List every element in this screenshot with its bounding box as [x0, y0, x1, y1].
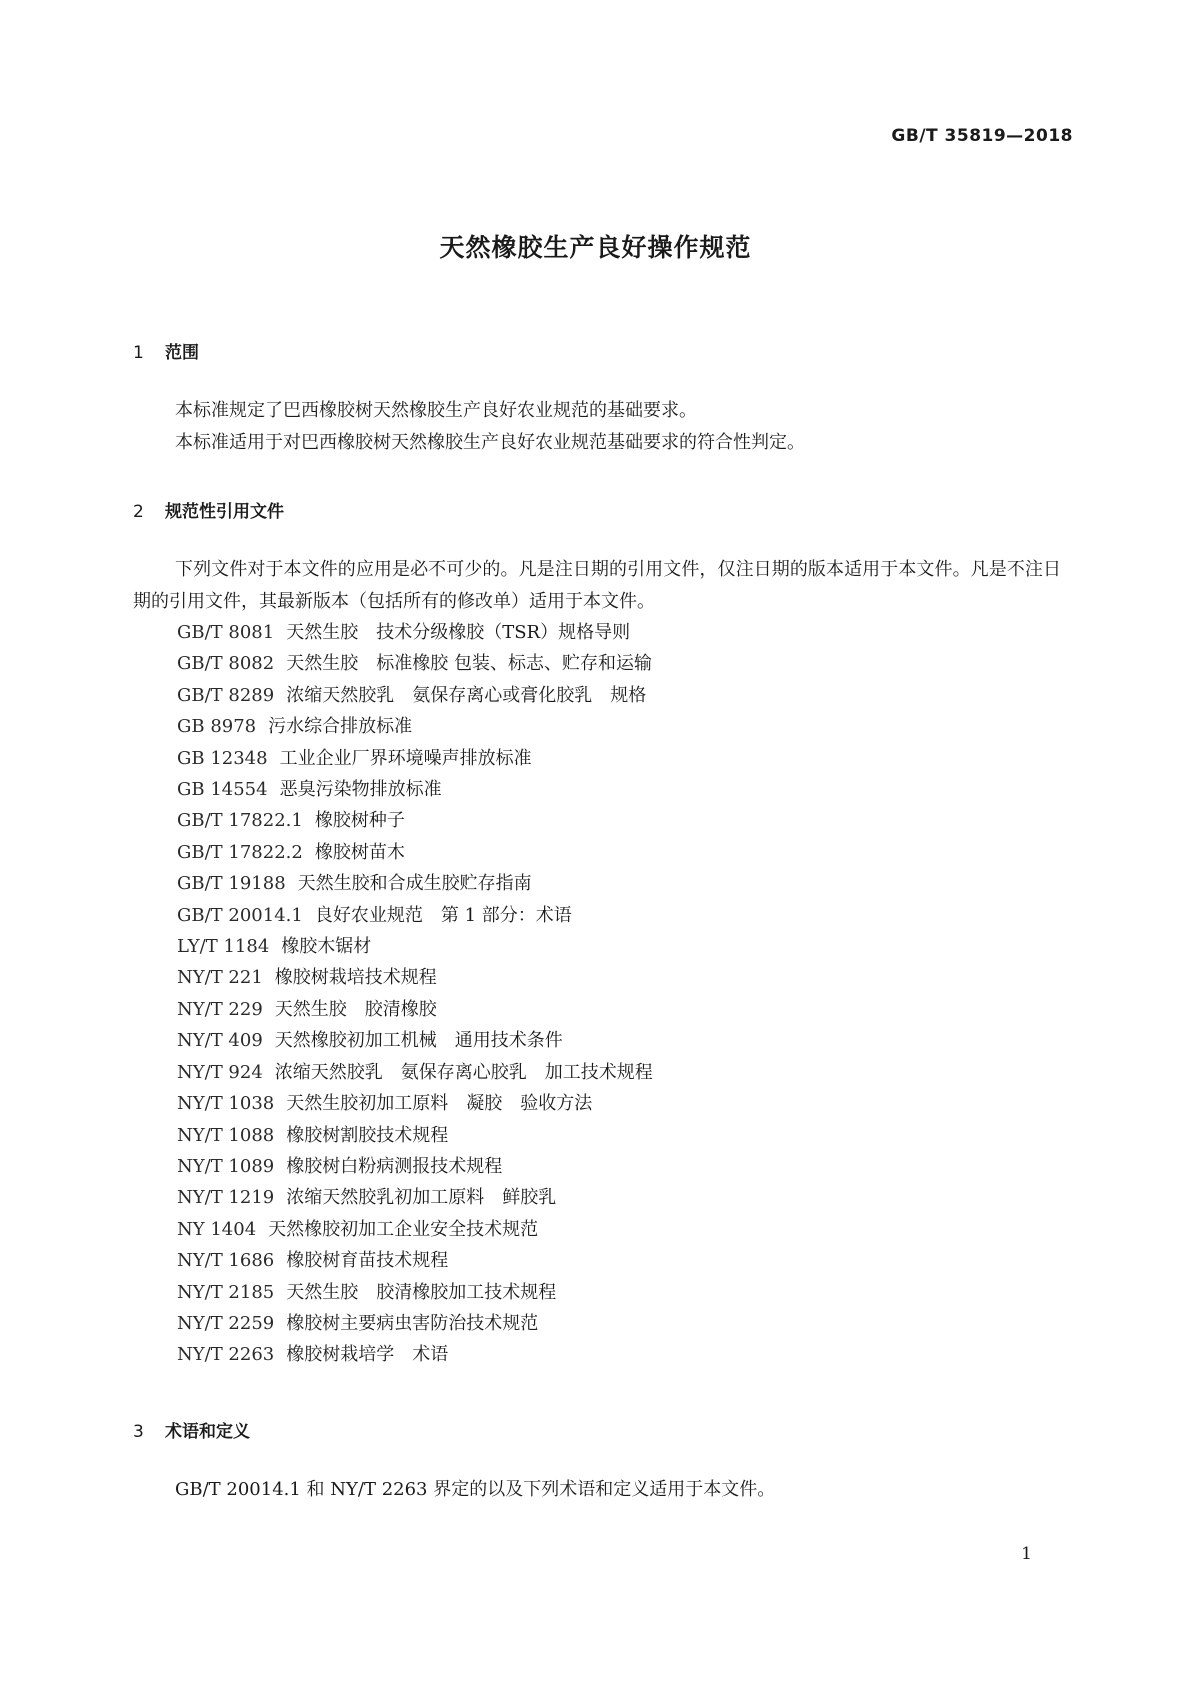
reference-title: 浓缩天然胶乳 氨保存离心或膏化胶乳 规格 [286, 684, 647, 706]
reference-code: NY/T 1088 [177, 1124, 275, 1146]
reference-item [177, 1277, 653, 1308]
reference-item [177, 680, 653, 711]
standard-code-header: GB/T 35819—2018 [891, 126, 1073, 146]
reference-title: 天然橡胶初加工企业安全技术规范 [268, 1218, 539, 1240]
section-1-paragraph-1: 本标准规定了巴西橡胶树天然橡胶生产良好农业规范的基础要求。 [175, 400, 697, 421]
reference-title: 天然生胶 胶清橡胶 [274, 998, 437, 1020]
reference-item [177, 962, 653, 993]
reference-code: GB 8978 [177, 716, 257, 738]
section-2-intro: 下列文件对于本文件的应用是必不可少的。凡是注日期的引用文件，仅注日期的版本适用于本文件。凡是不注日期的引用文件，其最新版本（包括所有的修改单）适用于本文件。 [133, 559, 1061, 612]
reference-code: GB/T 19188 [177, 873, 286, 895]
reference-item [177, 994, 653, 1025]
reference-title: 工业企业厂界环境噪声排放标准 [279, 747, 532, 769]
section-1-title: 范围 [165, 343, 199, 363]
reference-title: 天然生胶 技术分级橡胶（TSR）规格导则 [286, 622, 631, 643]
reference-title: 污水综合排放标准 [268, 716, 413, 738]
reference-title: 良好农业规范 第 1 部分：术语 [314, 904, 572, 926]
section-3-heading [133, 1417, 250, 1442]
reference-item [177, 1057, 653, 1088]
reference-item [177, 1120, 653, 1151]
document-title: 天然橡胶生产良好操作规范 [439, 233, 752, 262]
section-2-heading [133, 497, 284, 522]
reference-item [177, 931, 653, 962]
section-3-number: 3 [133, 1422, 144, 1442]
reference-item [177, 1151, 653, 1182]
reference-code: GB 12348 [177, 747, 268, 769]
reference-title: 天然生胶 标准橡胶 包装、标志、贮存和运输 [286, 653, 652, 675]
reference-item [177, 900, 653, 931]
reference-title: 橡胶树育苗技术规程 [286, 1250, 449, 1272]
normative-references-list [177, 617, 653, 1371]
section-3-paragraph: GB/T 20014.1 和 NY/T 2263 界定的以及下列术语和定义适用于本文件。 [175, 1479, 776, 1500]
reference-code: GB/T 8081 [177, 622, 275, 643]
reference-title: 橡胶树种子 [314, 810, 405, 832]
reference-code: NY 1404 [177, 1218, 257, 1240]
reference-item [177, 805, 653, 836]
reference-item [177, 648, 653, 679]
reference-item [177, 1339, 653, 1370]
reference-code: GB/T 20014.1 [177, 904, 303, 926]
section-1-paragraph-2: 本标准适用于对巴西橡胶树天然橡胶生产良好农业规范基础要求的符合性判定。 [175, 432, 805, 453]
reference-title: 恶臭污染物排放标准 [279, 779, 442, 801]
reference-title: 天然生胶和合成生胶贮存指南 [297, 873, 532, 895]
reference-code: GB 14554 [177, 779, 268, 801]
reference-code: GB/T 17822.1 [177, 810, 303, 832]
reference-title: 天然生胶初加工原料 凝胶 验收方法 [286, 1093, 593, 1115]
reference-title: 天然橡胶初加工机械 通用技术条件 [274, 1030, 563, 1052]
reference-item [177, 837, 653, 868]
reference-item [177, 1214, 653, 1245]
reference-code: NY/T 1686 [177, 1250, 275, 1272]
reference-title: 橡胶树白粉病测报技术规程 [286, 1155, 503, 1177]
reference-code: NY/T 1089 [177, 1155, 275, 1177]
reference-item [177, 1308, 653, 1339]
reference-title: 橡胶树苗木 [314, 841, 405, 863]
section-2-number: 2 [133, 502, 144, 522]
reference-title: 橡胶树割胶技术规程 [286, 1124, 449, 1146]
reference-code: NY/T 229 [177, 998, 263, 1020]
reference-title: 橡胶树栽培学 术语 [286, 1344, 449, 1366]
reference-item [177, 1182, 653, 1213]
reference-title: 浓缩天然胶乳 氨保存离心胶乳 加工技术规程 [274, 1061, 653, 1083]
reference-item [177, 617, 653, 648]
reference-item [177, 1245, 653, 1276]
section-1-number: 1 [133, 343, 144, 363]
reference-code: LY/T 1184 [177, 936, 270, 958]
reference-item [177, 868, 653, 899]
section-1-heading [133, 338, 199, 363]
reference-item [177, 743, 653, 774]
reference-code: NY/T 1219 [177, 1187, 275, 1209]
reference-title: 天然生胶 胶清橡胶加工技术规程 [286, 1281, 557, 1303]
reference-item [177, 711, 653, 742]
reference-item [177, 774, 653, 805]
reference-code: NY/T 409 [177, 1030, 263, 1052]
reference-code: GB/T 8082 [177, 653, 275, 675]
reference-code: NY/T 2259 [177, 1312, 275, 1334]
reference-title: 橡胶树栽培技术规程 [274, 967, 437, 989]
reference-code: NY/T 2185 [177, 1281, 275, 1303]
reference-code: NY/T 1038 [177, 1093, 275, 1115]
reference-item [177, 1025, 653, 1056]
reference-code: GB/T 8289 [177, 684, 275, 706]
reference-item [177, 1088, 653, 1119]
page-number: 1 [1021, 1544, 1032, 1564]
section-3-title: 术语和定义 [165, 1422, 250, 1442]
reference-code: GB/T 17822.2 [177, 841, 303, 863]
reference-title: 浓缩天然胶乳初加工原料 鲜胶乳 [286, 1187, 557, 1209]
reference-code: NY/T 221 [177, 967, 263, 989]
reference-code: NY/T 2263 [177, 1344, 275, 1366]
section-2-title: 规范性引用文件 [165, 502, 284, 522]
reference-title: 橡胶木锯材 [281, 936, 372, 958]
reference-code: NY/T 924 [177, 1061, 263, 1083]
reference-title: 橡胶树主要病虫害防治技术规范 [286, 1312, 539, 1334]
